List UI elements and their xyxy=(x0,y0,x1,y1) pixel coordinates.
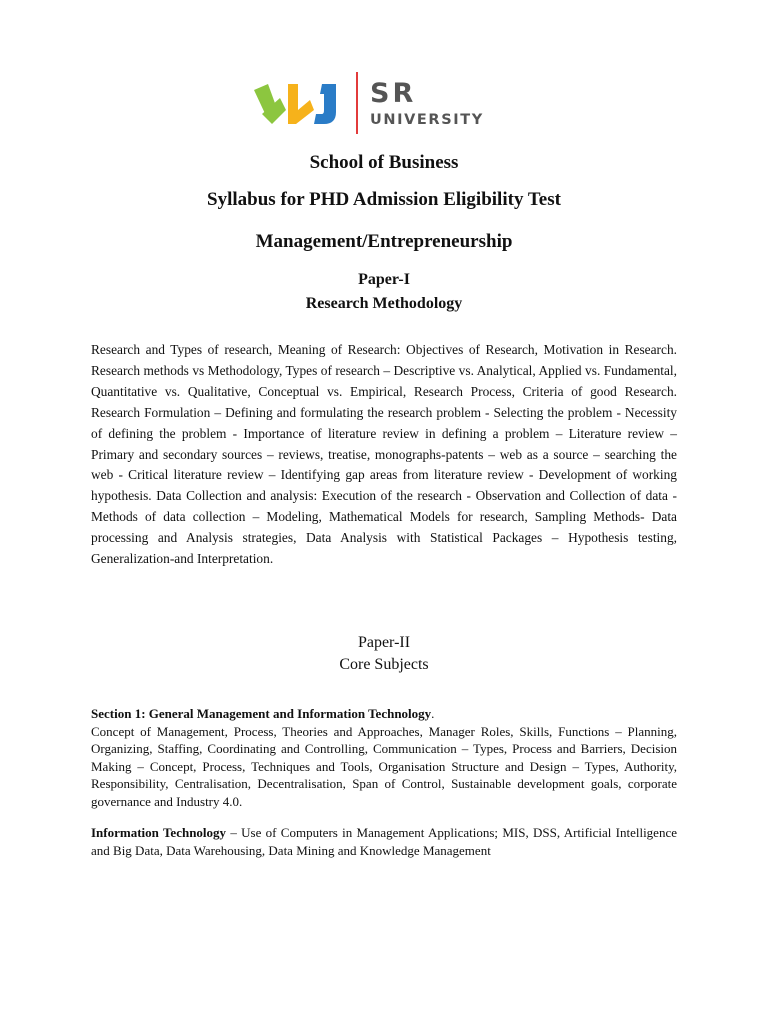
information-technology-paragraph xyxy=(91,824,677,859)
section1-title: Section 1: General Management and Information Technology xyxy=(91,706,432,721)
discipline-heading: Management/Entrepreneurship xyxy=(255,231,513,252)
paper2-title: Paper-II xyxy=(357,634,411,651)
section1-paragraph xyxy=(91,705,677,811)
sr-university-logo xyxy=(252,70,502,134)
paper1-title: Paper-I xyxy=(358,271,410,288)
logo-mark-icon xyxy=(254,84,336,124)
logo-divider xyxy=(356,72,358,134)
info-tech-body: – Use of Computers in Management Applications; MIS, DSS, Artificial Intelligence and Big Data, Data Warehousing, Data Mining and Knowledge Management xyxy=(91,825,677,858)
section1-title-suffix: . xyxy=(431,706,435,721)
paper1-subtitle: Research Methodology xyxy=(305,295,463,312)
section1-body: Concept of Management, Process, Theories and Approaches, Manager Roles, Skills, Functions – Planning, Organizing, Staffing, Coordinating and Controlling, Communication – Types, Process and Barriers, Decision Making – Concept, Process, Techniques and Tools, Organisation Structure and Design – Types, Authority, Responsibility, Centralisation, Decentralisation, Span of Control, Sustainable development goals, corporate governance and Industry 4.0. xyxy=(91,723,677,809)
syllabus-heading: Syllabus for PHD Admission Eligibility Test xyxy=(207,189,561,210)
logo-text-sr: SR xyxy=(370,78,417,109)
school-heading: School of Business xyxy=(309,152,459,173)
logo-text-university: UNIVERSITY xyxy=(370,112,484,128)
paper2-subtitle: Core Subjects xyxy=(339,656,429,673)
research-methodology-paragraph: Research and Types of research, Meaning of Research: Objectives of Research, Motivation in Research. Research methods vs Methodology, Types of research – Descriptive vs. Analytical, Applied vs. Fundamental, Quantitative vs. Qualitative, Conceptual vs. Empirical, Research Process, Criteria of good Research. Research Formulation – Defining and formulating the research problem - Selecting the problem - Necessity of defining the problem - Importance of literature review in defining a problem – Literature review – Primary and secondary sources – reviews, treatise, monographs-patents – web as a source – searching the web - Critical literature review – Identifying gap areas from literature review - Development of working hypothesis. Data Collection and analysis: Execution of the research - Observation and Collection of data - Methods of data collection – Modeling, Mathematical Models for research, Sampling Methods- Data processing and Analysis strategies, Data Analysis with Statistical Packages – Hypothesis testing, Generalization-and Interpretation. xyxy=(91,342,677,567)
info-tech-title: Information Technology xyxy=(91,825,227,840)
